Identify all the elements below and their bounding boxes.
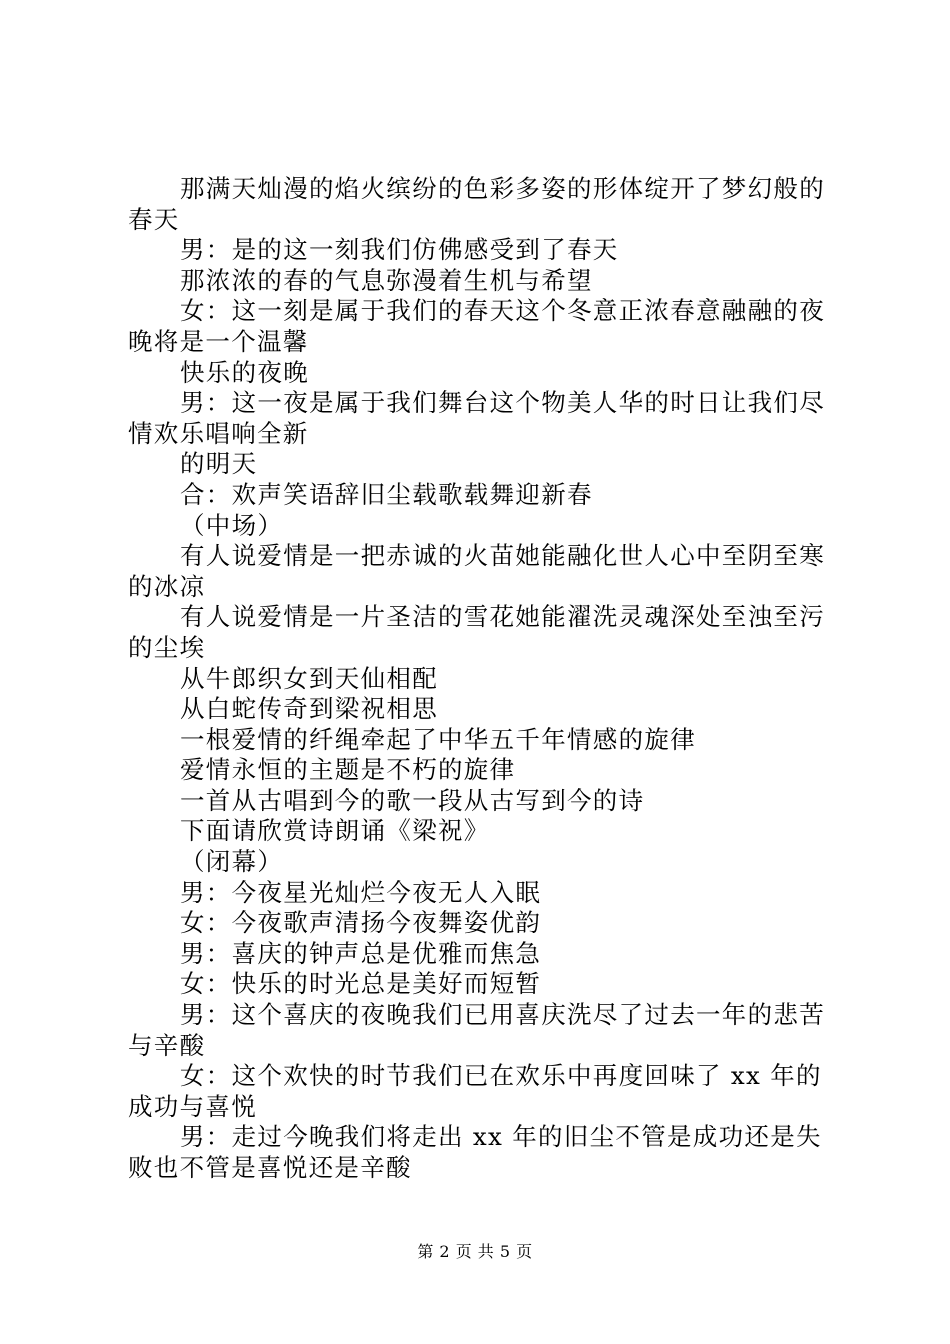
section-heading: （闭幕）	[180, 847, 284, 877]
paragraph: 女：今夜歌声清扬今夜舞姿优韵	[180, 908, 542, 938]
paragraph: 的明天	[180, 449, 258, 479]
paragraph: 下面请欣赏诗朗诵《梁祝》	[180, 816, 490, 846]
paragraph: 男：喜庆的钟声总是优雅而焦急	[180, 938, 542, 968]
paragraph: 男：走过今晚我们将走出 xx 年的旧尘不管是成功还是失败也不管是喜悦还是辛酸	[128, 1122, 822, 1182]
paragraph: 从牛郎织女到天仙相配	[180, 663, 438, 693]
paragraph: 那浓浓的春的气息弥漫着生机与希望	[180, 265, 593, 295]
paragraph: 一首从古唱到今的歌一段从古写到今的诗	[180, 785, 645, 815]
paragraph: 那满天灿漫的焰火缤纷的色彩多姿的形体绽开了梦幻般的春天	[128, 174, 825, 234]
paragraph: 男：是的这一刻我们仿佛感受到了春天	[180, 235, 619, 265]
paragraph: 女：快乐的时光总是美好而短暂	[180, 969, 542, 999]
document-body	[128, 174, 834, 1184]
paragraph: 快乐的夜晚	[180, 357, 309, 387]
paragraph: 女：这个欢快的时节我们已在欢乐中再度回味了 xx 年的成功与喜悦	[128, 1061, 822, 1121]
paragraph: 男：今夜星光灿烂今夜无人入眠	[180, 877, 542, 907]
paragraph: 女：这一刻是属于我们的春天这个冬意正浓春意融融的夜晚将是一个温馨	[128, 296, 825, 356]
paragraph: 从白蛇传奇到梁祝相思	[180, 694, 438, 724]
section-heading: （中场）	[180, 510, 284, 540]
paragraph: 合：欢声笑语辞旧尘载歌载舞迎新春	[180, 479, 593, 509]
paragraph: 男：这个喜庆的夜晚我们已用喜庆洗尽了过去一年的悲苦与辛酸	[128, 1000, 825, 1060]
page-number: 第 2 页 共 5 页	[417, 1242, 533, 1261]
paragraph: 有人说爱情是一片圣洁的雪花她能濯洗灵魂深处至浊至污的尘埃	[128, 602, 825, 662]
paragraph: 一根爱情的纤绳牵起了中华五千年情感的旋律	[180, 724, 696, 754]
paragraph: 有人说爱情是一把赤诚的火苗她能融化世人心中至阴至寒的冰凉	[128, 541, 825, 601]
page-footer	[0, 1242, 950, 1262]
paragraph: 爱情永恒的主题是不朽的旋律	[180, 755, 516, 785]
paragraph: 男：这一夜是属于我们舞台这个物美人华的时日让我们尽情欢乐唱响全新	[128, 388, 825, 448]
